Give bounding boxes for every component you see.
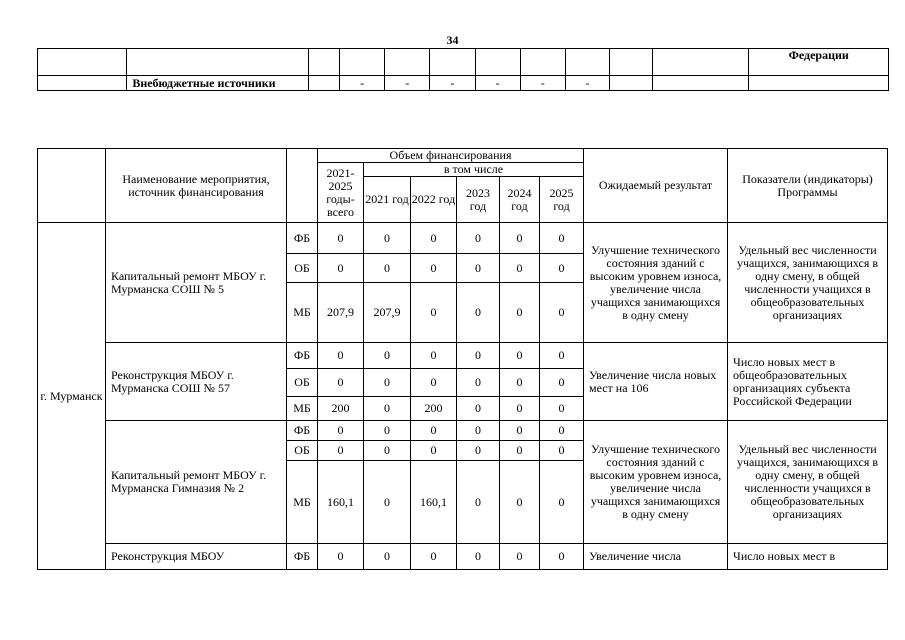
source-code: ФБ [287, 223, 318, 254]
value-cell: 0 [364, 369, 411, 397]
value-cell: 0 [500, 421, 540, 441]
expected-result: Улучшение технического состояния зданий с высоким уровнем износа, увеличение числа учащихся занимающихся в одну смену [584, 421, 728, 544]
value-cell: 0 [500, 397, 540, 421]
header-year-2022: 2022 год [411, 177, 457, 223]
value-cell: 0 [411, 441, 457, 461]
source-code: ФБ [287, 421, 318, 441]
header-blank [38, 149, 106, 223]
value-cell: 0 [457, 544, 500, 570]
financing-table [37, 148, 888, 570]
source-code: ОБ [287, 441, 318, 461]
city-cell: г. Мурманск [38, 223, 106, 570]
value-cell: 200 [318, 397, 364, 421]
value-cell: 0 [318, 223, 364, 254]
value-cell: 0 [411, 421, 457, 441]
value-cell: 0 [540, 461, 584, 544]
expected-result: Улучшение технического состояния зданий с высоким уровнем износа, увеличение числа учащихся занимающихся в одну смену [584, 223, 728, 343]
header-total: 2021-2025 годы-всего [318, 163, 364, 223]
source-code: МБ [287, 283, 318, 343]
value-cell: 0 [457, 283, 500, 343]
value-cell: 0 [540, 441, 584, 461]
value-cell: 0 [364, 254, 411, 283]
project-name: Капитальный ремонт МБОУ г. Мурманска СОШ № 5 [106, 223, 287, 343]
value-cell: 0 [457, 441, 500, 461]
value-cell: 0 [500, 223, 540, 254]
value-cell: 0 [500, 544, 540, 570]
value-cell: 0 [457, 343, 500, 369]
value-cell: 0 [500, 343, 540, 369]
value-cell: 160,1 [318, 461, 364, 544]
value-cell: 0 [411, 254, 457, 283]
project-name: Капитальный ремонт МБОУ г. Мурманска Гимназия № 2 [106, 421, 287, 544]
value-cell: 207,9 [364, 283, 411, 343]
dash-cell: - [565, 76, 609, 91]
row-label-extrabudget: Внебюджетные источники [127, 76, 309, 91]
source-code: ФБ [287, 544, 318, 570]
header-indicators: Показатели (индикаторы) Программы [728, 149, 888, 223]
value-cell: 0 [457, 397, 500, 421]
source-code: МБ [287, 461, 318, 544]
value-cell: 160,1 [411, 461, 457, 544]
value-cell: 0 [500, 283, 540, 343]
value-cell: 0 [364, 544, 411, 570]
source-code: ОБ [287, 254, 318, 283]
source-code: ФБ [287, 343, 318, 369]
value-cell: 0 [318, 544, 364, 570]
source-code: МБ [287, 397, 318, 421]
project-name: Реконструкция МБОУ [106, 544, 287, 570]
value-cell: 0 [411, 544, 457, 570]
dash-cell: - [340, 76, 385, 91]
indicator: Число новых мест в общеобразовательных организациях субъекта Российской Федерации [728, 343, 888, 421]
header-source [287, 149, 318, 223]
value-cell: 0 [364, 397, 411, 421]
expected-result: Увеличение числа [584, 544, 728, 570]
value-cell: 0 [457, 223, 500, 254]
value-cell: 0 [318, 421, 364, 441]
value-cell: 0 [318, 254, 364, 283]
value-cell: 207,9 [318, 283, 364, 343]
expected-result: Увеличение числа новых мест на 106 [584, 343, 728, 421]
indicator: Число новых мест в [728, 544, 888, 570]
value-cell: 0 [364, 421, 411, 441]
indicator: Удельный вес численности учащихся, занимающихся в одну смену, в общей численности учащихся в общеобразовательных организациях [728, 223, 888, 343]
value-cell: 0 [457, 461, 500, 544]
header-volume: Объем финансирования [318, 149, 584, 163]
value-cell: 0 [411, 283, 457, 343]
federation-fragment: Федерации [749, 49, 889, 76]
value-cell: 0 [540, 369, 584, 397]
dash-cell: - [385, 76, 430, 91]
value-cell: 0 [540, 544, 584, 570]
value-cell: 0 [364, 223, 411, 254]
value-cell: 0 [457, 421, 500, 441]
header-year-2021: 2021 год [364, 177, 411, 223]
value-cell: 0 [457, 254, 500, 283]
source-code: ОБ [287, 369, 318, 397]
value-cell: 0 [500, 369, 540, 397]
top-table [37, 48, 889, 91]
value-cell: 0 [364, 441, 411, 461]
value-cell: 0 [411, 223, 457, 254]
value-cell: 0 [318, 441, 364, 461]
value-cell: 0 [540, 254, 584, 283]
dash-cell: - [430, 76, 475, 91]
dash-cell: - [520, 76, 565, 91]
value-cell: 0 [318, 369, 364, 397]
value-cell: 0 [411, 343, 457, 369]
value-cell: 0 [540, 283, 584, 343]
header-name: Наименование мероприятия, источник финансирования [106, 149, 287, 223]
page-number: 34 [446, 33, 459, 47]
value-cell: 0 [457, 369, 500, 397]
value-cell: 0 [540, 223, 584, 254]
value-cell: 0 [318, 343, 364, 369]
dash-cell: - [475, 76, 520, 91]
value-cell: 0 [540, 397, 584, 421]
value-cell: 0 [411, 369, 457, 397]
header-expected: Ожидаемый результат [584, 149, 728, 223]
value-cell: 0 [540, 421, 584, 441]
value-cell: 0 [364, 343, 411, 369]
value-cell: 0 [500, 254, 540, 283]
value-cell: 0 [500, 441, 540, 461]
header-including: в том числе [364, 163, 584, 177]
indicator: Удельный вес численности учащихся, занимающихся в одну смену, в общей численности учащихся в общеобразовательных организациях [728, 421, 888, 544]
value-cell: 0 [540, 343, 584, 369]
project-name: Реконструкция МБОУ г. Мурманска СОШ № 57 [106, 343, 287, 421]
value-cell: 0 [500, 461, 540, 544]
value-cell: 0 [364, 461, 411, 544]
value-cell: 200 [411, 397, 457, 421]
header-year-2024: 2024 год [500, 177, 540, 223]
header-year-2025: 2025 год [540, 177, 584, 223]
header-year-2023: 2023 год [457, 177, 500, 223]
